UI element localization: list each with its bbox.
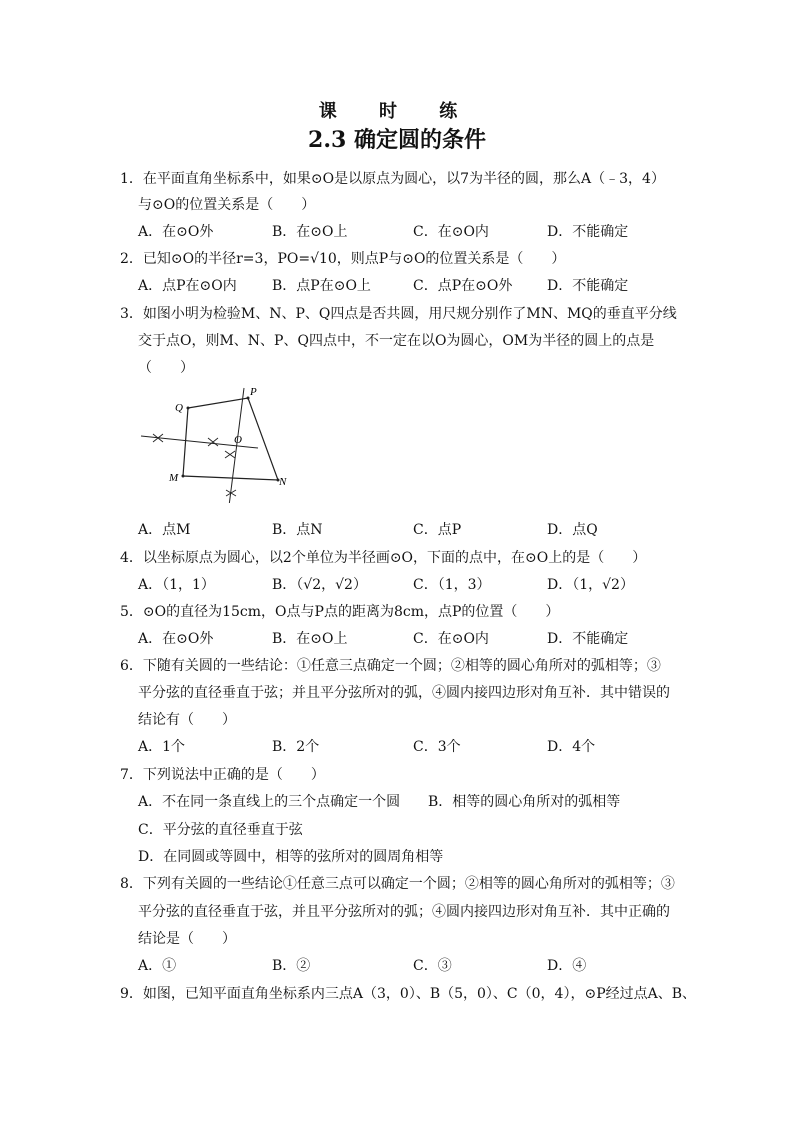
question-3-text: 3．如图小明为检验M、N、P、Q四点是否共圆，用尺规分别作了MN、MQ的垂直平分线: [120, 306, 677, 322]
question-6-text-cont: 平分弦的直径垂直于弦；并且平分弦所对的弧，④圆内接四边形对角互补．其中错误的: [138, 685, 670, 701]
question-5-option-a: A．在⊙O外: [138, 631, 214, 647]
page-title: 2.3 确定圆的条件: [308, 127, 486, 153]
question-4-option-d: D．（1，√2）: [547, 577, 634, 593]
question-3-option-c: C．点P: [413, 522, 462, 538]
question-7-option-b: B．相等的圆心角所对的弧相等: [428, 794, 621, 810]
label-o: O: [234, 434, 242, 446]
quadrilateral-figure: [133, 378, 303, 503]
question-8-text: 8．下列有关圆的一些结论①任意三点可以确定一个圆；②相等的圆心角所对的弧相等；③: [120, 876, 675, 892]
question-8-text-cont2: 结论是（ ）: [138, 931, 236, 947]
question-6-option-b: B．2个: [272, 739, 320, 755]
question-3-option-a: A．点M: [138, 522, 191, 538]
question-8-option-d: D．④: [547, 958, 587, 974]
question-1-option-a: A．在⊙O外: [138, 224, 214, 240]
question-2-option-c: C．点P在⊙O外: [413, 278, 513, 294]
question-4-option-a: A．（1，1）: [138, 577, 215, 593]
question-5-option-b: B．在⊙O上: [272, 631, 348, 647]
question-2-text: 2．已知⊙O的半径r=3，PO=√10，则点P与⊙O的位置关系是（ ）: [120, 251, 566, 267]
question-5-option-d: D．不能确定: [547, 631, 629, 647]
question-8-option-a: A．①: [138, 958, 177, 974]
question-2-option-d: D．不能确定: [547, 278, 629, 294]
question-5-option-c: C．在⊙O内: [413, 631, 489, 647]
question-6-text-cont2: 结论有（ ）: [138, 712, 236, 728]
label-q: Q: [175, 402, 183, 414]
question-1-option-c: C．在⊙O内: [413, 224, 489, 240]
vertex-q: [187, 407, 190, 410]
label-p: P: [250, 386, 257, 398]
label-n: N: [279, 476, 287, 488]
question-6-option-c: C．3个: [413, 739, 461, 755]
question-3-option-d: D．点Q: [547, 522, 598, 538]
question-6-option-a: A．1个: [138, 739, 186, 755]
question-6-option-d: D．4个: [547, 739, 596, 755]
question-3-option-b: B．点N: [272, 522, 323, 538]
question-1-text: 1．在平面直角坐标系中，如果⊙O是以原点为圆心，以7为半径的圆，那么A（﹣3，4）: [120, 171, 665, 187]
question-6-text: 6．下随有关圆的一些结论：①任意三点确定一个圆；②相等的圆心角所对的弧相等；③: [120, 658, 661, 674]
question-7-option-c: C．平分弦的直径垂直于弦: [138, 822, 303, 838]
question-2-option-b: B．点P在⊙O上: [272, 278, 371, 294]
label-m: M: [169, 472, 179, 484]
question-4-option-c: C．（1，3）: [413, 577, 491, 593]
question-8-text-cont: 平分弦的直径垂直于弦，并且平分弦所对的弧；④圆内接四边形对角互补．其中正确的: [138, 904, 670, 920]
question-7-option-d: D．在同圆或等圆中，相等的弦所对的圆周角相等: [138, 849, 444, 865]
question-7-text: 7．下列说法中正确的是（ ）: [120, 767, 325, 783]
question-4-text: 4．以坐标原点为圆心，以2个单位为半径画⊙O，下面的点中，在⊙O上的是（ ）: [120, 550, 647, 566]
question-9-text: 9．如图，已知平面直角坐标系内三点A（3，0）、B（5，0）、C（0，4），⊙P经过点A、B、: [120, 986, 697, 1002]
question-4-option-b: B．（√2，√2）: [272, 577, 367, 593]
question-2-option-a: A．点P在⊙O内: [138, 278, 237, 294]
question-3-text-cont2: （ ）: [138, 360, 194, 376]
question-5-text: 5．⊙O的直径为15cm，O点与P点的距离为8cm，点P的位置（ ）: [120, 604, 560, 620]
question-1-option-b: B．在⊙O上: [272, 224, 348, 240]
vertex-m: [182, 475, 185, 478]
arc-mark-3: [225, 451, 235, 458]
page-heading: 课 时 练: [318, 101, 476, 122]
question-8-option-b: B．②: [272, 958, 311, 974]
quadrilateral-mnpq: [183, 398, 278, 480]
question-8-option-c: C．③: [413, 958, 452, 974]
question-1-option-d: D．不能确定: [547, 224, 629, 240]
question-3-text-cont: 交于点O，则M、N、P、Q四点中，不一定在以O为圆心，OM为半径的圆上的点是: [138, 333, 655, 349]
question-7-option-a: A．不在同一条直线上的三个点确定一个圆: [138, 794, 401, 810]
question-1-text-cont: 与⊙O的位置关系是（ ）: [138, 197, 316, 213]
arc-mark-2: [208, 438, 218, 446]
